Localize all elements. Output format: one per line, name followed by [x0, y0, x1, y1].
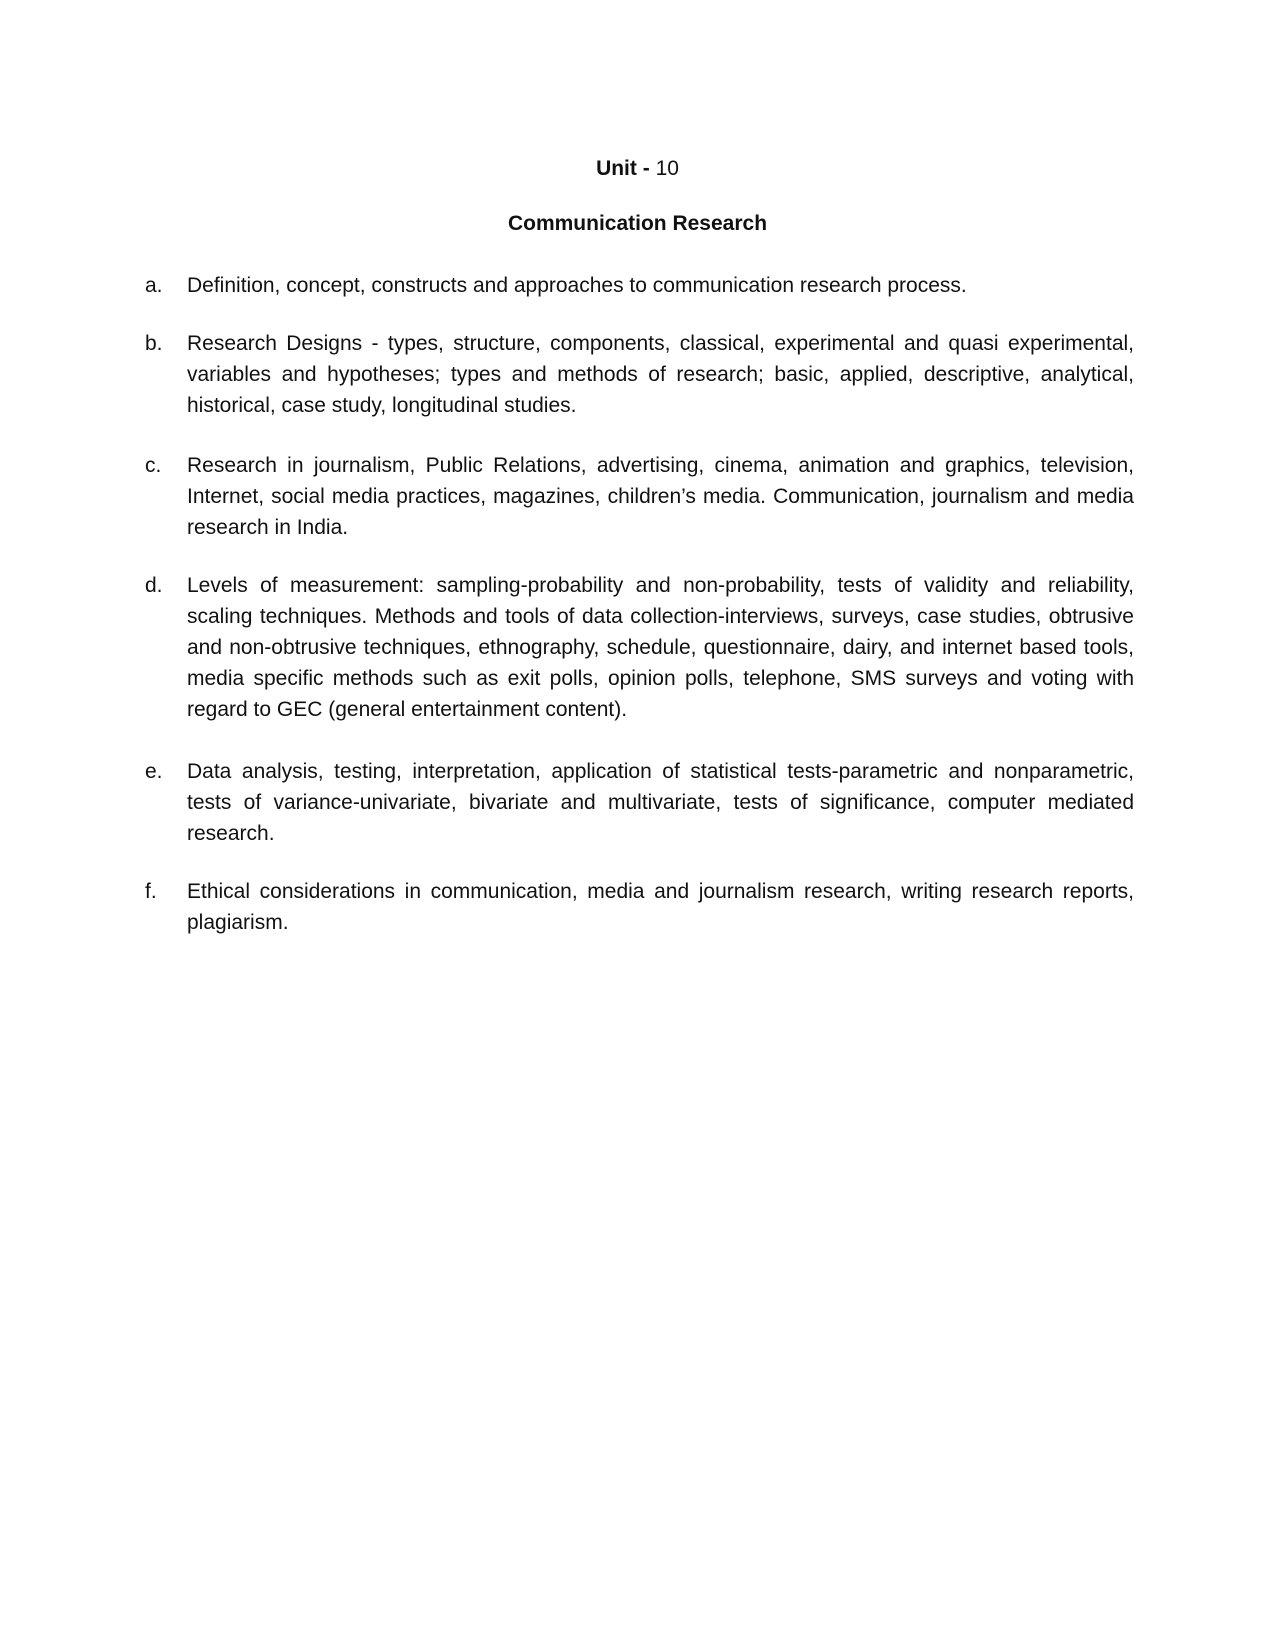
topic-text: Data analysis, testing, interpretation, application of statistical tests-parametric and nonparametric, tests of variance-univariate, bivariate and multivariate, tests of significance, computer mediated research. [187, 760, 1134, 845]
topic-text: Definition, concept, constructs and approaches to communication research process. [187, 274, 967, 297]
topic-marker: c. [145, 454, 162, 477]
page-title: Communication Research [507, 212, 768, 235]
topic-marker: a. [145, 274, 163, 297]
topic-marker: f. [145, 880, 157, 903]
unit-heading [0, 156, 1275, 182]
unit-label: Unit - [596, 157, 650, 180]
topic-text: Levels of measurement: sampling-probability and non-probability, tests of validity and reliability, scaling techniques. Methods and tools of data collection-interviews, surveys, case studies, obtrusive and non-obtrusive techniques, ethnography, schedule, questionnaire, dairy, and internet based tools, media specific methods such as exit polls, opinion polls, telephone, SMS surveys and voting with regard to GEC (general entertainment content). [187, 574, 1134, 721]
topic-marker: b. [145, 332, 163, 355]
topic-marker: e. [145, 760, 163, 783]
topic-text: Research in journalism, Public Relations, advertising, cinema, animation and graphics, television, Internet, social media practices, magazines, children’s media. Communication, journalism and media research in India. [187, 454, 1134, 539]
topic-text: Research Designs - types, structure, components, classical, experimental and quasi experimental, variables and hypotheses; types and methods of research; basic, applied, descriptive, analytical, historical, case study, longitudinal studies. [187, 332, 1134, 417]
topic-text: Ethical considerations in communication, media and journalism research, writing research reports, plagiarism. [187, 880, 1134, 934]
topic-marker: d. [145, 574, 163, 597]
unit-number: 10 [655, 157, 679, 180]
